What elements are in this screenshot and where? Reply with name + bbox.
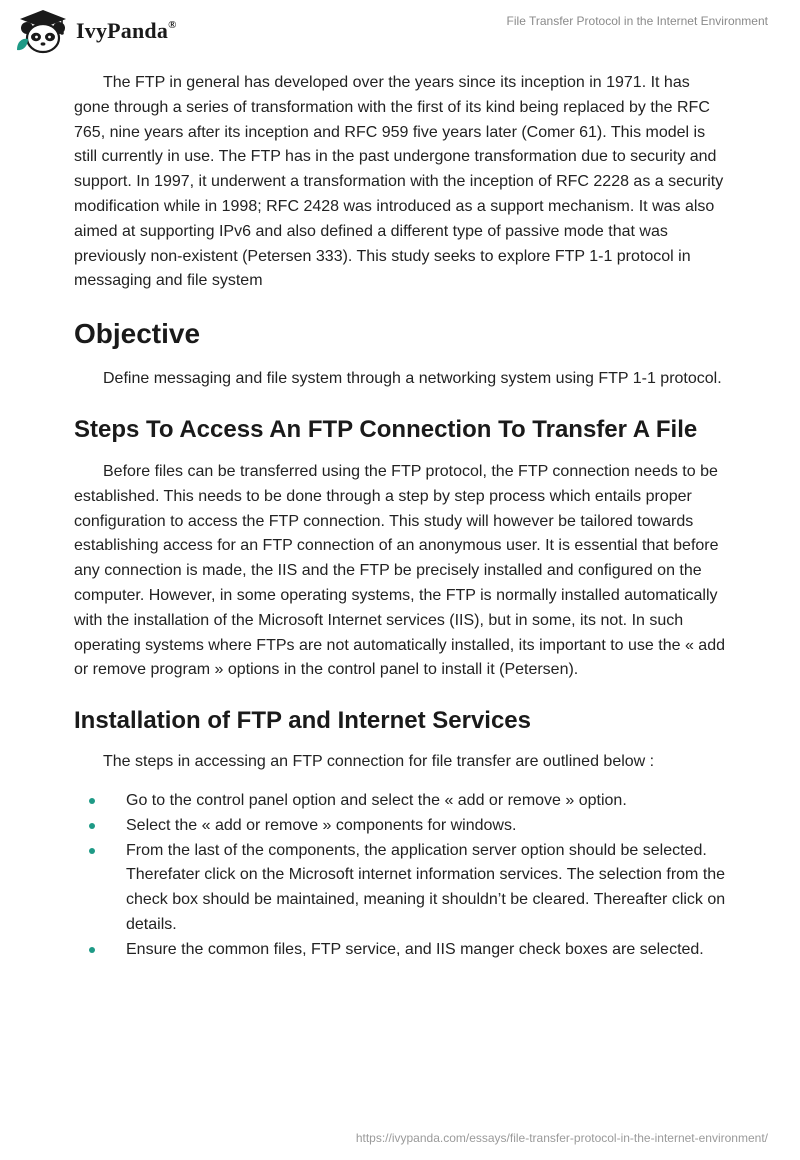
essay-content [74, 71, 726, 963]
bullet-icon [89, 798, 95, 804]
list-item: Ensure the common files, FTP service, and IIS manger check boxes are selected. [74, 938, 726, 963]
list-item: Go to the control panel option and select the « add or remove » option. [74, 789, 726, 814]
bullet-icon [89, 848, 95, 854]
source-url[interactable]: https://ivypanda.com/essays/file-transfer-protocol-in-the-internet-environment/ [355, 1131, 768, 1145]
installation-intro: The steps in accessing an FTP connection for file transfer are outlined below : [103, 753, 655, 771]
objective-paragraph: Define messaging and file system through a networking system using FTP 1-1 protocol. [103, 370, 722, 388]
list-item: Select the « add or remove » components for windows. [74, 814, 726, 839]
objective-heading: Objective [74, 318, 201, 350]
list-item: From the last of the components, the application server option should be selected. Therefater click on the Microsoft internet information services. The selection from the check box should be maintained, meaning it shouldn’t be cleared. Thereafter click on details. [74, 839, 726, 938]
panda-graduate-icon [14, 8, 72, 54]
installation-heading: Installation of FTP and Internet Services [74, 707, 531, 735]
bullet-icon [89, 823, 95, 829]
bullet-icon [89, 947, 95, 953]
document-title: File Transfer Protocol in the Internet Environment [506, 14, 768, 28]
installation-steps-list [74, 789, 726, 963]
ivypanda-logo[interactable] [14, 8, 177, 54]
intro-paragraph: The FTP in general has developed over the years since its inception in 1971. It has gone through a series of transformation with the first of its kind being replaced by the RFC 765, nine years after its inception and RFC 959 five years later (Comer 61). This model is still currently in use. The FTP has in the past undergone transformation due to security and support. In 1997, it underwent a transformation with the inception of RFC 2228 as a security modification while in 1998; RFC 2428 was introduced as a support mechanism. It was also aimed at supporting IPv6 and also defined a different type of passive mode that was previously non-existent (Petersen 333). This study seeks to explore FTP 1-1 protocol in messaging and file system [74, 74, 724, 290]
steps-heading: Steps To Access An FTP Connection To Transfer A File [74, 415, 698, 443]
steps-paragraph: Before files can be transferred using the FTP protocol, the FTP connection needs to be established. This needs to be done through a step by step process which entails proper configuration to access the FTP connection. This study will however be tailored towards establishing access for an FTP connection of an anonymous user. It is essential that before any connection is made, the IIS and the FTP be precisely installed and configured on the computer. However, in some operating systems, the FTP is normally installed automatically with the installation of the Microsoft Internet services (IIS), but in some, its not. In such operating systems where FTPs are not automatically installed, its important to use the « add or remove program » options in the control panel to install it (Petersen). [74, 462, 725, 679]
page-header [0, 0, 800, 64]
logo-wordmark: IvyPanda® [76, 18, 177, 43]
